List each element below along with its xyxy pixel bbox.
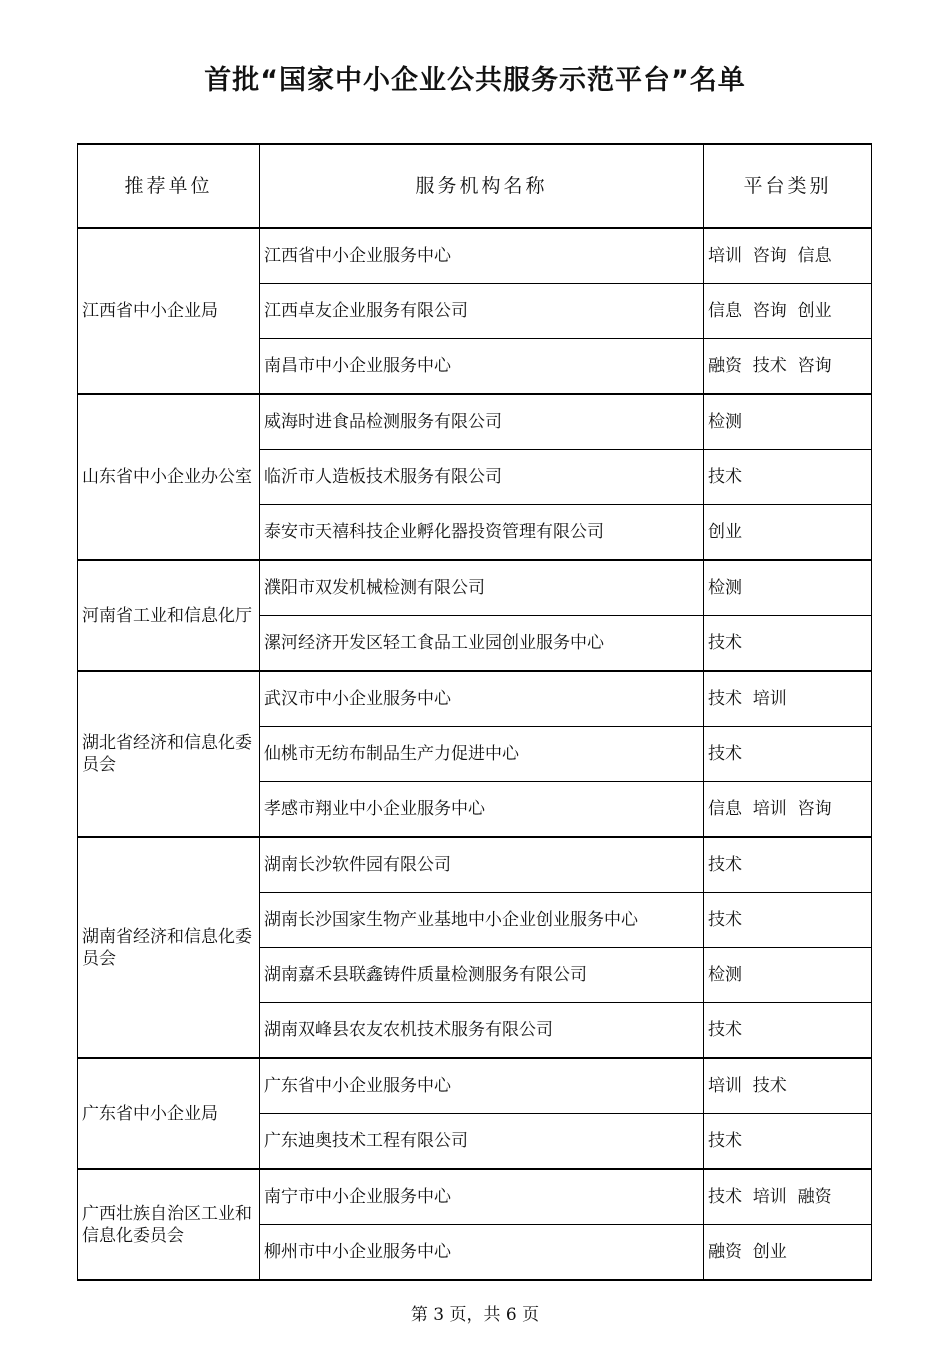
platform-category-cell: 融资 技术 咨询 [704, 339, 872, 395]
recommending-unit-cell: 湖北省经济和信息化委员会 [78, 671, 260, 837]
recommending-unit-cell: 湖南省经济和信息化委员会 [78, 837, 260, 1058]
institution-name-cell: 江西省中小企业服务中心 [260, 228, 704, 284]
header-platform-category: 平台类别 [704, 144, 872, 228]
platform-category-cell: 技术 [704, 1003, 872, 1059]
platform-category-cell: 培训 咨询 信息 [704, 228, 872, 284]
institution-name-cell: 南宁市中小企业服务中心 [260, 1169, 704, 1225]
table-row [78, 1169, 872, 1225]
platform-category-cell: 信息 咨询 创业 [704, 284, 872, 339]
platform-category-cell: 技术 [704, 1114, 872, 1170]
platform-category-cell: 培训 技术 [704, 1058, 872, 1114]
institution-name-cell: 泰安市天禧科技企业孵化器投资管理有限公司 [260, 505, 704, 561]
institution-name-cell: 临沂市人造板技术服务有限公司 [260, 450, 704, 505]
recommending-unit-cell: 山东省中小企业办公室 [78, 394, 260, 560]
recommending-unit-cell: 河南省工业和信息化厅 [78, 560, 260, 671]
institution-name-cell: 威海时进食品检测服务有限公司 [260, 394, 704, 450]
recommending-unit-cell: 江西省中小企业局 [78, 228, 260, 394]
platform-category-cell: 技术 [704, 450, 872, 505]
table-header-row [78, 144, 872, 228]
platform-category-cell: 融资 创业 [704, 1225, 872, 1281]
institution-name-cell: 湖南双峰县农友农机技术服务有限公司 [260, 1003, 704, 1059]
table-row [78, 394, 872, 450]
institution-name-cell: 仙桃市无纺布制品生产力促进中心 [260, 727, 704, 782]
table-row [78, 228, 872, 284]
recommending-unit-cell: 广西壮族自治区工业和信息化委员会 [78, 1169, 260, 1280]
platform-category-cell: 检测 [704, 560, 872, 616]
institution-name-cell: 南昌市中小企业服务中心 [260, 339, 704, 395]
platform-category-cell: 技术 培训 [704, 671, 872, 727]
table-row [78, 1058, 872, 1114]
header-institution-name: 服务机构名称 [260, 144, 704, 228]
table-row [78, 837, 872, 893]
institution-name-cell: 濮阳市双发机械检测有限公司 [260, 560, 704, 616]
institution-name-cell: 孝感市翔业中小企业服务中心 [260, 782, 704, 838]
institution-name-cell: 湖南嘉禾县联鑫铸件质量检测服务有限公司 [260, 948, 704, 1003]
platform-category-cell: 技术 [704, 727, 872, 782]
table-row [78, 671, 872, 727]
institution-name-cell: 湖南长沙软件园有限公司 [260, 837, 704, 893]
institution-name-cell: 广东省中小企业服务中心 [260, 1058, 704, 1114]
page-title: 首批“国家中小企业公共服务示范平台”名单 [204, 65, 746, 96]
institution-name-cell: 湖南长沙国家生物产业基地中小企业创业服务中心 [260, 893, 704, 948]
platform-category-cell: 检测 [704, 948, 872, 1003]
platform-category-cell: 创业 [704, 505, 872, 561]
platform-category-cell: 技术 [704, 616, 872, 672]
header-recommending-unit: 推荐单位 [78, 144, 260, 228]
platform-category-cell: 信息 培训 咨询 [704, 782, 872, 838]
platform-category-cell: 检测 [704, 394, 872, 450]
recommending-unit-cell: 广东省中小企业局 [78, 1058, 260, 1169]
platform-category-cell: 技术 [704, 893, 872, 948]
institution-name-cell: 广东迪奥技术工程有限公司 [260, 1114, 704, 1170]
platform-category-cell: 技术 [704, 837, 872, 893]
institution-name-cell: 柳州市中小企业服务中心 [260, 1225, 704, 1281]
table-body [78, 228, 872, 1280]
platform-category-cell: 技术 培训 融资 [704, 1169, 872, 1225]
platform-list-table [77, 143, 872, 1281]
institution-name-cell: 武汉市中小企业服务中心 [260, 671, 704, 727]
institution-name-cell: 漯河经济开发区轻工食品工业园创业服务中心 [260, 616, 704, 672]
page-footer: 第 3 页，共 6 页 [410, 1305, 540, 1325]
table-row [78, 560, 872, 616]
institution-name-cell: 江西卓友企业服务有限公司 [260, 284, 704, 339]
